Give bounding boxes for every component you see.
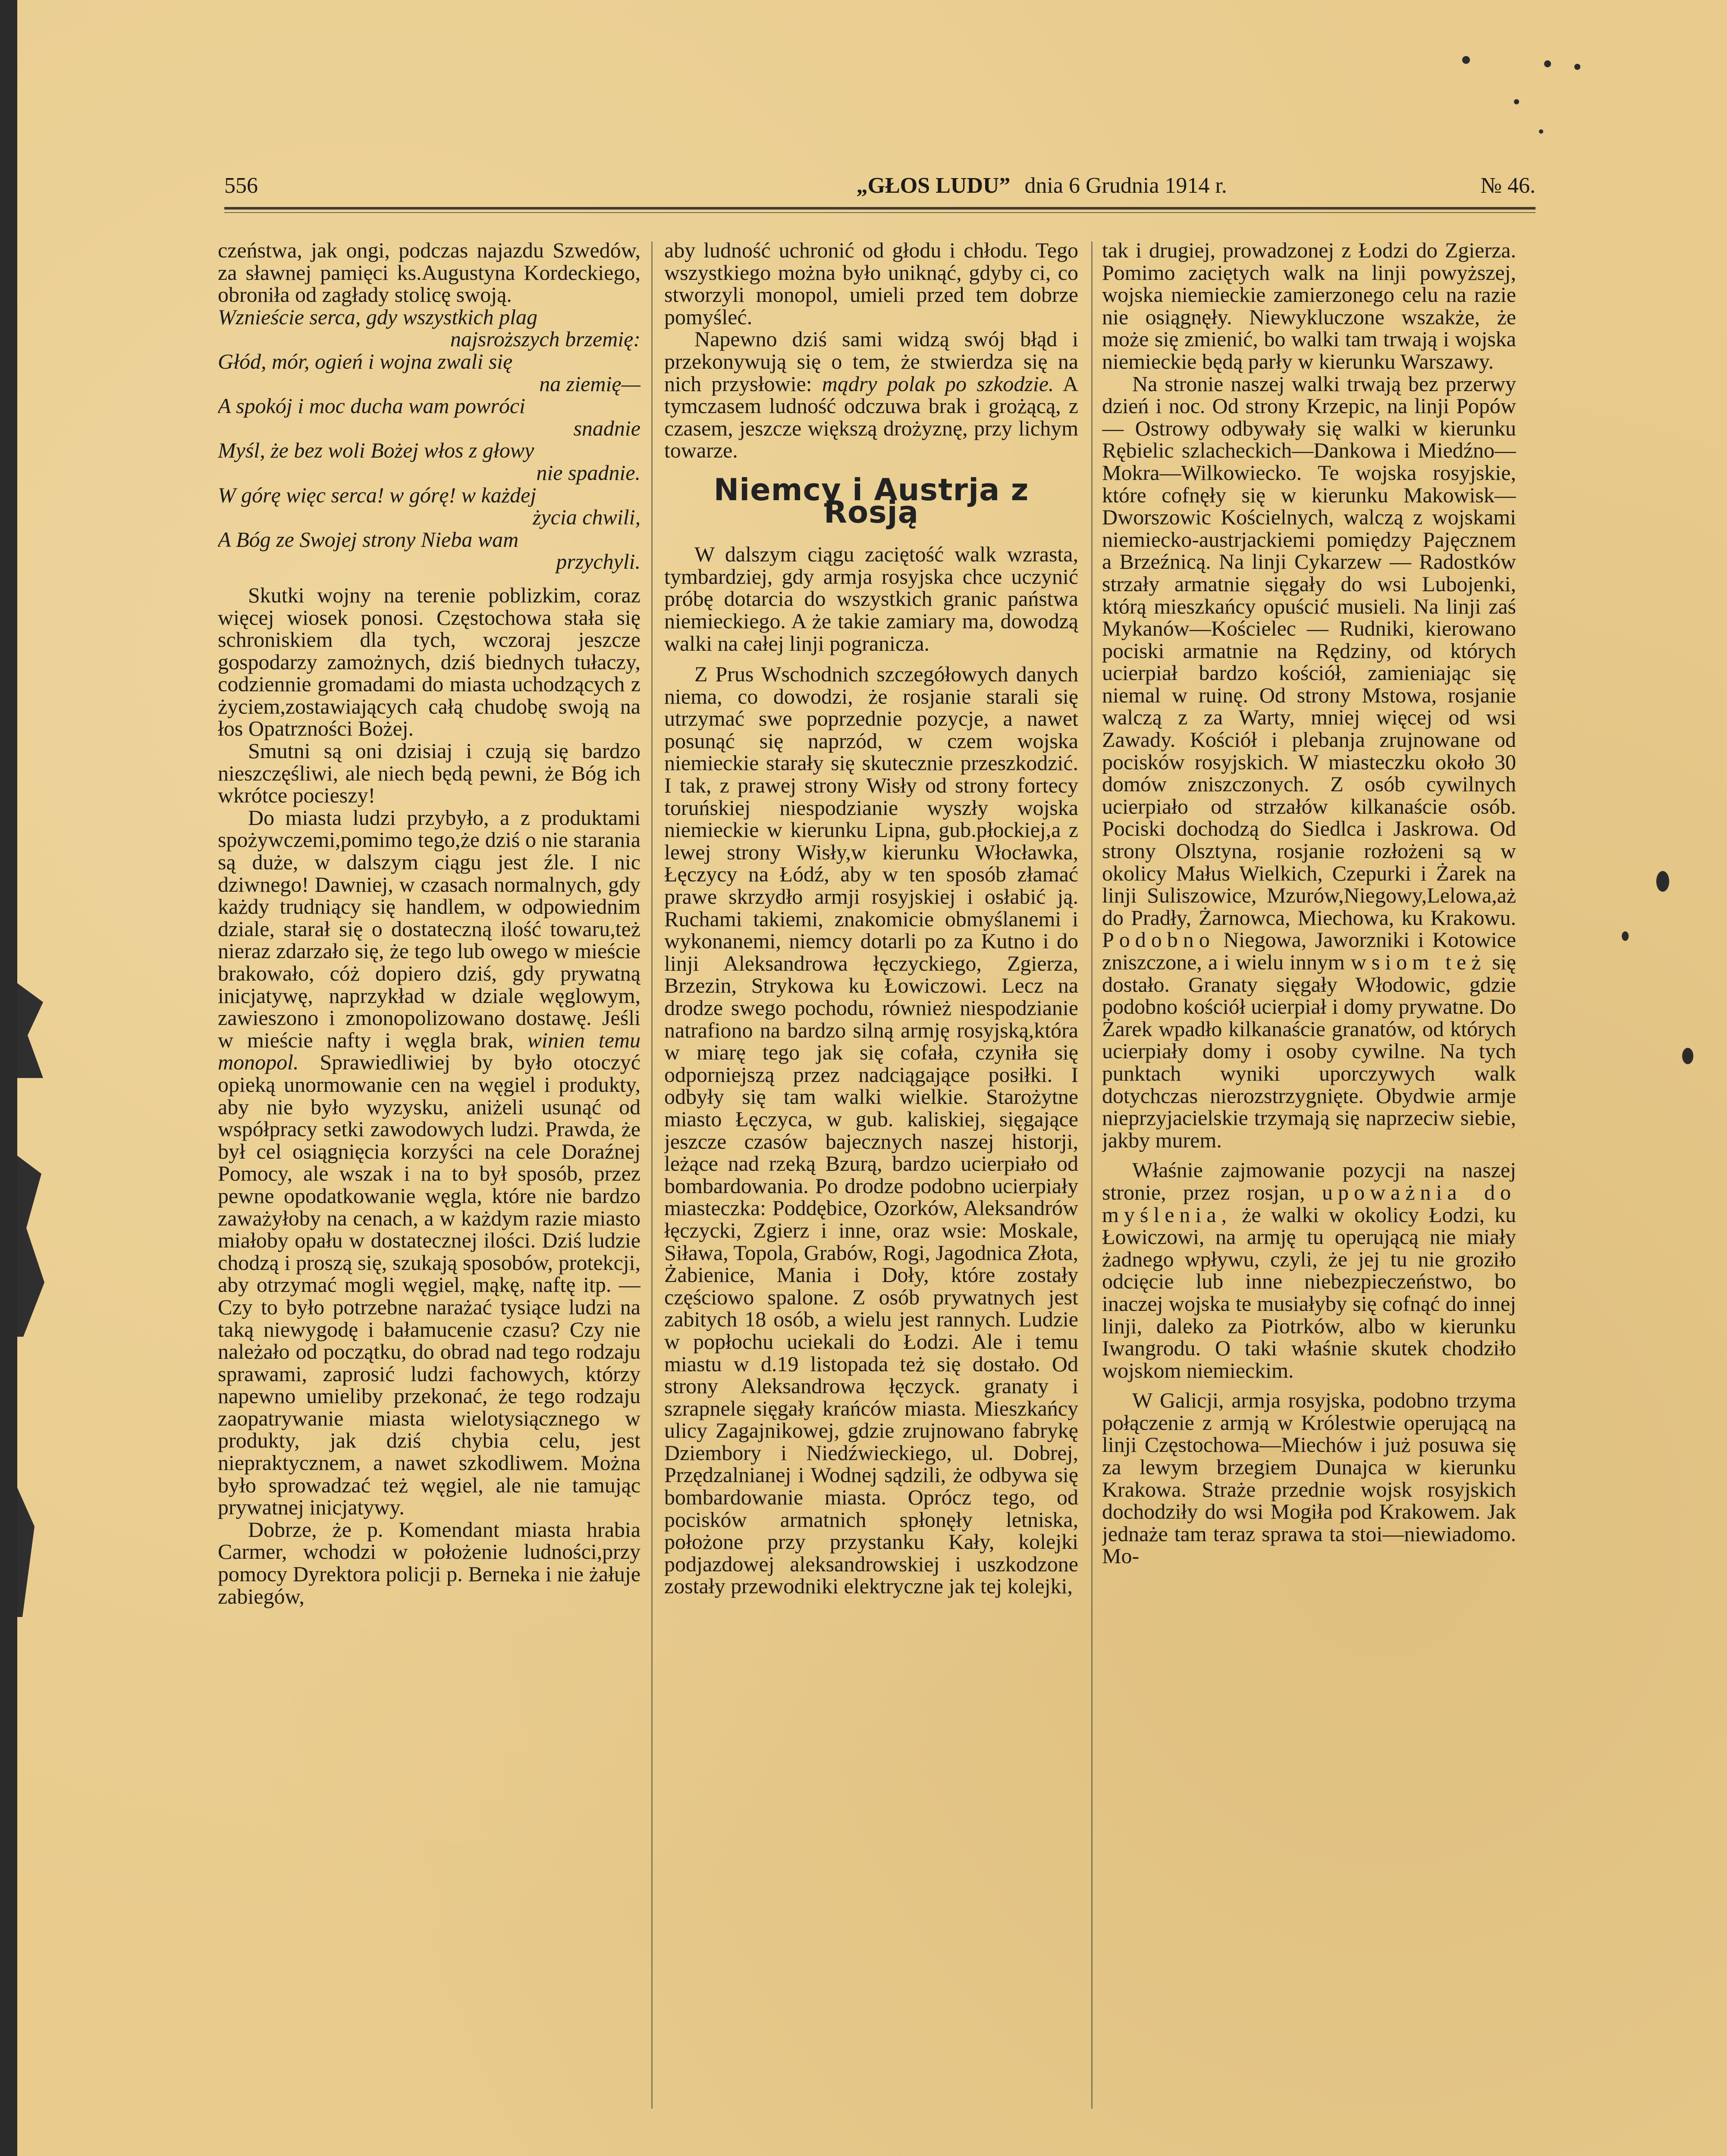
paragraph: aby ludność uchronić od głodu i chłodu. Tego wszystkiego można było uniknąć, gdyby ci, co stworzyli monopol, umieli przed tem dobrze pomyśleć. <box>664 239 1078 329</box>
poem-line: nie spadnie. <box>536 460 641 485</box>
poem <box>218 306 641 573</box>
spaced-text: Podobno <box>1102 928 1215 952</box>
ink-stain <box>1514 99 1519 104</box>
paper-tear <box>17 1488 35 1617</box>
poem-line: Wznieście serca, gdy wszystkich plag <box>218 304 538 329</box>
paragraph: Z Prus Wschodnich szczegółowych danych niema, co dowodzi, że rosjanie starali się utrzymać swe poprzednie pozycje, a nawet posunąć się naprzód, w czem wojska niemieckie starały się skutecznie przeszkodzić. I tak, z prawej strony Wisły od strony fortecy toruńskiej niespodzianie wyszły wojska niemieckie w kierunku Lipna, gub.płockiej,a z lewej strony Wisły,w kierunku Włocławka, Łęczycy na Łódź, aby w ten sposób złamać prawe skrzydło armji rosyjskiej i osłabić ją. Ruchami takiemi, znakomicie obmyślanemi i wykonanemi, niemcy dotarli po za Kutno i do linji Aleksandrowa łęczyckiego, Zgierza, Brzezin, Strykowa ku Łowiczowi. Lecz na drodze swego pochodu, również niespodzianie natrafiono na bardzo silną armję rosyjską,która w miarę tego jak się cofała, czyniła się odporniejszą przez nadciągające posiłki. I odbyły się tam walki wielkie. Starożytne miasto Łęczyca, w gub. kaliskiej, sięgające jeszcze czasów bajecznych naszej historji, leżące nad rzeką Bzurą, bardzo ucierpiało od bombardowania. Po drodze podobno ucierpiały miasteczka: Poddębice, Ozorków, Aleksandrów łęczycki, Zgierz i inne, oraz wsie: Moskale, Siława, Topola, Grabów, Rogi, Jagodnica Złota, Żabienice, Mania i Doły, które zostały częściowo spalone. Z osób prywatnych jest zabitych 18 osób, a wielu jest rannych. Ludzie w popłochu uciekali do Łodzi. Ale i temu miastu w d.19 listopada też się dostało. Od strony Aleksandrowa łęczyck. granaty i szrapnele sięgały krańców miasta. Mieszkańcy ulicy Zagajnikowej, gdzie zrujnowano fabrykę Dziembory i Niedźwieckiego, ul. Dobrej, Przędzalnianej i Wodnej sądzili, że odbywa się bombardowanie miasta. Oprócz tego, od pocisków armatnich spłonęły letniska, położone przy przystanku Kały, kolejki podjazdowej aleksandrowskiej i uszkodzone zostały przewodniki elektryczne jak tej kolejki, <box>664 662 1078 1598</box>
poem-line: Głód, mór, ogień i wojna zwali się <box>218 349 513 373</box>
text-run: Na stronie naszej walki trwają bez przerwy dzień i noc. Od strony Krzepic, na linji Popów — Ostrowy odbywały się walki w kierunku Rębielic szlacheckich—Dankowa i Miedźno—Mokra—Wilkowiecko. Te wojska rosyjskie, które cofnęły się w kierunku Makowisk—Dworszowic Kościelnych, walczą z wojskami niemiecko-austrjackiemi pomiędzy Pajęcznem a Brzeźnicą. Na linji Cykarzew — Radostków strzały armatnie sięgały do wsi Lubojenki, którą mieszkańcy opuścić musieli. Na linji zaś Mykanów—Kościelec — Rudniki, kierowano pociski armatnie na Rędziny, od których ucierpiał bardzo kościół, zamieniając się niemal w ruinę. Od strony Mstowa, rosjanie walczą z za Warty, mniej więcej od wsi Zawady. Kościół i plebanja zrujnowane od pocisków rosyjskich. W miasteczku około 30 domów zniszczonych. Z osób cywilnych ucierpiało od strzałów kilkanaście osób. Pociski dochodzą do Siedlca i Jaskrowa. Od strony Olsztyna, rosjanie rozłożeni są w okolicy Małus Wielkich, Czepurki i Żarek na linji Suliszowice, Mzurów,Niegowy,Lelowa,aż do Pradły, Żarnowca, Miechowa, ku Krakowu. <box>1102 371 1516 930</box>
paragraph: W Galicji, armja rosyjska, podobno trzyma połączenie z armją w Królestwie operującą na linji Częstochowa—Miechów i już posuwa się za lewym brzegiem Dunajca w kierunku Krakowa. Straże przednie wojsk rosyjskich dochodziły do wsi Mogiła pod Krakowem. Jak jednaże tam teraz sprawa ta stoi—niewiadomo. Mo- <box>1102 1388 1516 1568</box>
article-column-2 <box>664 239 1078 2115</box>
text-run: Niegowa, Jaworzniki i Kotowice zniszczone, a i wielu innym <box>1102 928 1516 974</box>
paragraph <box>664 328 1078 462</box>
text-run: się dostało. Granaty sięgały Włodowic, gdzie podobno kościół ucierpiał i domy prywatne. Do Żarek wpadło kilkanaście granatów, od których ucierpiały domy i osoby cywilne. Na tych punktach wyniki uporczywych walk dotychczas nierozstrzygnięte. Obydwie armje nieprzyjacielskie trzymają się naprzeciw siebie, jakby murem. <box>1102 950 1516 1152</box>
text-run: Do miasta ludzi przybyło, a z produktami spożywczemi,pomimo tego,że dziś o nie starania są duże, w dalszym ciągu jest źle. I nic dziwnego! Dawniej, w czasach normalnych, gdy każdy trudniący się handlem, w odpowiednim dziale, starał się o dostateczną ilość towaru,też nieraz zdarzało się, że tego lub owego w mieście brakowało, cóż dopiero dziś, gdy prywatną inicjatywę, naprzykład w dziale węglowym, zawieszono i zmonopolizowano dostawę. Jeśli w mieście nafty i węgla brak, <box>218 805 641 1052</box>
spaced-text: wsiom też <box>1350 950 1486 974</box>
header-rule <box>224 207 1535 210</box>
poem-line: A Bóg ze Swojej strony Nieba wam <box>218 527 519 552</box>
paragraph <box>1102 373 1516 1152</box>
poem-line: snadnie <box>573 416 641 440</box>
paragraph <box>1102 1159 1516 1382</box>
text-run: że walki w okolicy Łodzi, ku Łowiczowi, na armję tu operującą nie miały żadnego wpływu, czyli, że jej tu nie groziło odcięcie lub inne niebezpieczeństwo, bo inaczej wojska te musiałyby się cofnąć do innej linji, daleko za Piotrków, albo w kierunku Iwangrodu. O taki właśnie skutek chodziło wojskom niemieckim. <box>1102 1202 1516 1382</box>
paper-tear <box>17 983 43 1078</box>
paragraph <box>218 807 641 1519</box>
paragraph: Skutki wojny na terenie poblizkim, coraz więcej wiosek ponosi. Częstochowa stała się schroniskiem dla tych, wczoraj jeszcze gospodarzy zamożnych, dziś biednych tułaczy, codziennie gromadami do miasta uchodzących z życiem,zostawiających całą chudobę swoją na łos Opatrzności Bożej. <box>218 583 641 741</box>
poem-line: przychyli. <box>556 549 641 574</box>
column-divider <box>651 241 653 2109</box>
paragraph: Smutni są oni dzisiaj i czują się bardzo nieszczęśliwi, ale niech będą pewni, że Bóg ich wkrótce pocieszy! <box>218 739 641 808</box>
paragraph: czeństwa, jak ongi, podczas najazdu Szwedów, za sławnej pamięci ks.Augustyna Kordeckiego, obroniła od zagłady stolicę swoją. <box>218 239 641 307</box>
ink-stain <box>1622 931 1629 941</box>
ink-stain <box>1462 56 1470 64</box>
article-column-3 <box>1102 239 1516 2115</box>
column-divider <box>1091 241 1093 2109</box>
text-run: Właśnie zajmowanie pozycji na naszej stronie, przez rosjan, <box>1102 1158 1516 1204</box>
emphasis-text: winien temu monopol. <box>218 1028 641 1075</box>
ink-stain <box>1656 871 1669 892</box>
ink-stain <box>1574 64 1580 70</box>
page-number: 556 <box>224 173 258 198</box>
paragraph: W dalszym ciągu zaciętość walk wzrasta, tymbardziej, gdy armja rosyjska chce uczynić próbę dotarcia do wszystkich granic państwa niemieckiego. A że takie zamiary ma, dowodzą walki na całej linji pogranicza. <box>664 542 1078 655</box>
ink-stain <box>1539 129 1543 134</box>
poem-line: na ziemię— <box>539 371 641 396</box>
emphasis-text: mądry polak po szkodzie. <box>822 371 1054 396</box>
text-run: Sprawiedliwiej by było otoczyć opieką unormowanie cen na węgiel i produkty, aby nie było wyzysku, aniżeli usunąć od współpracy setki zawodowych ludzi. Prawda, że był cel osiągnięcia korzyści na cele Doraźnej Pomocy, ale wszak i na to był sposób, przez pewne opodatkowanie węgla, które nie bardzo zaważyłoby na cenach, a w każdym razie miasto miałoby opału w dostatecznej ilości. Dziś ludzie chodzą i proszą się, szukają sposobów, protekcji, aby otrzymać mogli węgiel, mąkę, naftę itp. — Czy to było potrzebne narażać tysiące ludzi na taką niewygodę i bałamucenie czasu? Czy nie należało od początku, do obrad nad tego rodzaju sprawami, zaprosić ludzi fachowych, którzy napewno umieliby przekonać, że tego rodzaju zaopatrywanie miasta wielotysiącznego w produkty, jak dziś chybia celu, jest niepraktycznem, a nawet szkodliwem. Można było sprowadzać też węgiel, ale nie tamując prywatnej inicjatywy. <box>218 1050 641 1520</box>
ink-stain <box>1682 1048 1693 1064</box>
text-run: Napewno dziś sami widzą swój błąd i przekonywują się o tem, że stwierdza się na nich przysłowie: <box>664 327 1078 396</box>
page-header <box>224 170 1535 201</box>
masthead-title: „GŁOS LUDU” <box>856 173 1011 198</box>
ink-stain <box>1544 60 1551 67</box>
paragraph: tak i drugiej, prowadzonej z Łodzi do Zgierza. Pomimo zaciętych walk na linji powyższej, wojska niemieckie zamierzonego celu na razie nie osiągnęły. Niewykluczone wszakże, że może się zmienić, bo walki tam trwają i wojska niemieckie będą parły w kierunku Warszawy. <box>1102 239 1516 373</box>
article-column-1 <box>218 239 641 2115</box>
header-rule-thin <box>224 212 1535 213</box>
masthead-date-line <box>258 173 1480 198</box>
issue-number: № 46. <box>1480 173 1535 198</box>
poem-line: najsroższych brzemię: <box>450 327 641 351</box>
paper-tear <box>17 1156 47 1337</box>
poem-line: A spokój i moc ducha wam powróci <box>218 394 525 418</box>
poem-line: W górę więc serca! w górę! w każdej <box>218 483 537 507</box>
poem-line: życia chwili, <box>533 505 641 530</box>
section-heading: Niemcy i Austrja z Rosją <box>713 472 1029 530</box>
spaced-text: upoważnia do myślenia, <box>1102 1180 1516 1227</box>
poem-line: Myśl, że bez woli Bożej włos z głowy <box>218 438 534 463</box>
scan-background <box>0 0 17 2156</box>
paragraph: Dobrze, że p. Komendant miasta hrabia Carmer, wchodzi w położenie ludności,przy pomocy Dyrektora policji p. Berneka i nie żałuje zabiegów, <box>218 1517 641 1608</box>
text-run: A tymczasem ludność odczuwa brak i grożącą, z czasem, jeszcze większą drożyznę, przy lichym towarze. <box>664 371 1078 463</box>
issue-date: dnia 6 Grudnia 1914 r. <box>1024 173 1227 198</box>
